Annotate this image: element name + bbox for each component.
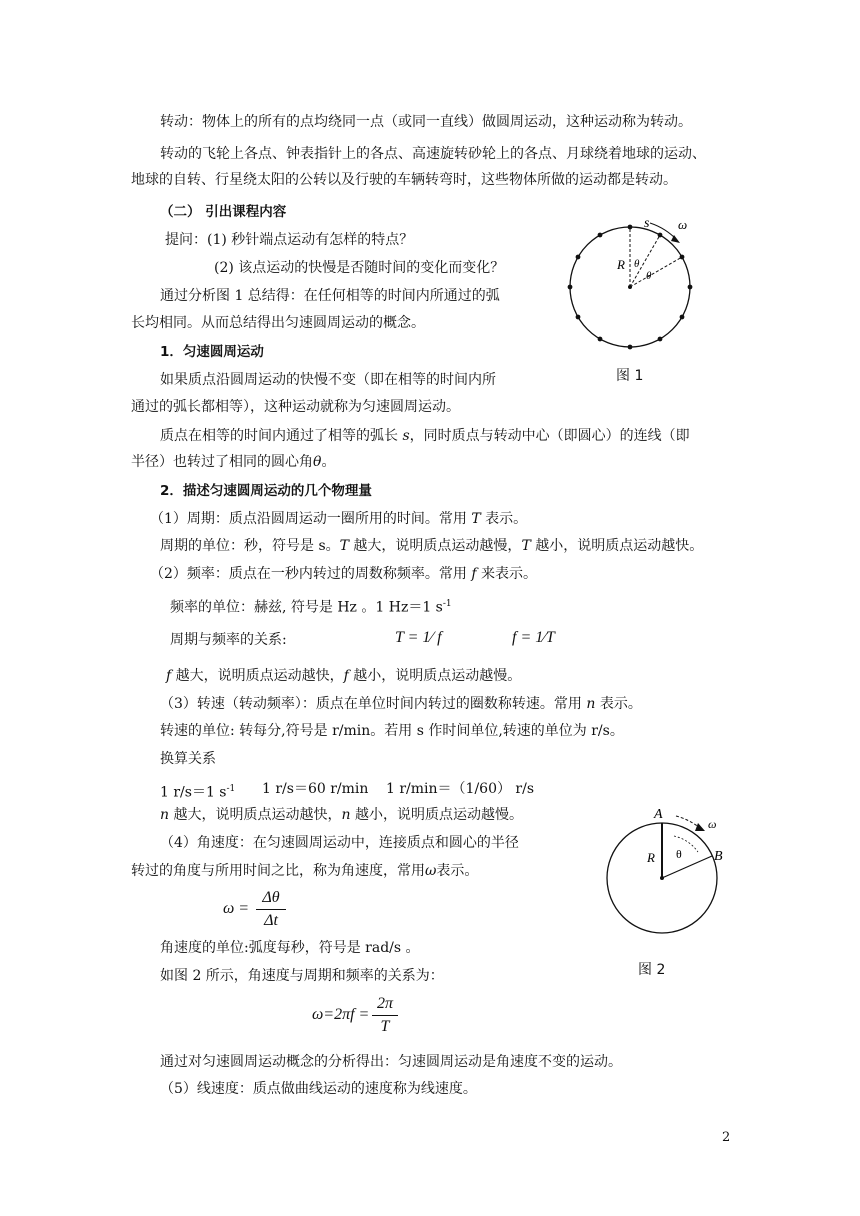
- figure-2-angular-velocity-diagram: [590, 804, 740, 944]
- dot: [628, 225, 633, 230]
- var-T: T: [471, 511, 481, 527]
- dot: [628, 345, 633, 350]
- omega-arrow-head: [695, 823, 705, 831]
- angular-velocity-unit: 角速度的单位:弧度每秒，符号是 rad/s 。: [160, 940, 420, 956]
- dot: [576, 255, 581, 260]
- angular-velocity-definition-2: [131, 861, 478, 881]
- text-segment: 表示。: [436, 863, 479, 879]
- label-R: R: [617, 257, 625, 272]
- label-theta: θ: [676, 847, 682, 861]
- var-theta: θ: [313, 454, 322, 470]
- superscript: -1: [226, 784, 236, 794]
- paragraph-summary-1: 通过分析图 1 总结得：在任何相等的时间内所通过的弧: [160, 288, 500, 304]
- numerator: Δθ: [262, 889, 280, 906]
- frequency-definition: [150, 564, 537, 584]
- label-R: R: [647, 850, 655, 865]
- equation-T-equals-1-over-f: T = 1⁄ f: [395, 629, 442, 646]
- label-omega: ω: [708, 817, 717, 831]
- conversion-1: [160, 779, 235, 803]
- text-segment: 越小，说明质点运动越快。: [530, 538, 704, 554]
- text-segment: 越大，说明质点运动越快，: [169, 807, 342, 823]
- conversion-2: 1 r/s＝60 r/min: [262, 781, 369, 797]
- dot: [576, 315, 581, 320]
- paragraph-arc-angle-1: [160, 426, 690, 446]
- label-B: B: [714, 849, 723, 864]
- var-f: f: [166, 668, 172, 684]
- paragraph-ucm-definition-2: 通过的弧长都相等），这种运动就称为匀速圆周运动。: [131, 399, 460, 415]
- text-segment: 半径）也转过了相同的圆心角: [131, 454, 313, 470]
- section-heading-2: （二） 引出课程内容: [160, 204, 287, 220]
- denominator: T: [372, 1015, 398, 1038]
- rotational-speed-definition: [160, 694, 642, 714]
- text-segment: 周期的单位：秒，符号是 s。: [160, 538, 340, 554]
- text-segment: 表示。: [480, 511, 528, 527]
- period-unit: [160, 536, 703, 556]
- dot: [658, 337, 663, 342]
- angular-velocity-relation-intro: 如图 2 所示，角速度与周期和频率的关系为：: [160, 968, 444, 984]
- denominator: Δt: [256, 909, 286, 932]
- superscript: -1: [442, 599, 452, 609]
- paragraph-summary-2: 长均相同。从而总结得出匀速圆周运动的概念。: [131, 315, 425, 331]
- paragraph-rotation-examples-2: 地球的自转、行星绕太阳的公转以及行驶的车辆转弯时，这些物体所做的运动都是转动。: [131, 172, 677, 188]
- text-segment: 越大，说明质点运动越慢，: [348, 538, 522, 554]
- dot: [688, 285, 693, 290]
- center-dot: [660, 876, 664, 880]
- page-number: 2: [722, 1130, 731, 1145]
- var-n: n: [341, 807, 351, 823]
- angular-velocity-definition-1: （4）角速度：在匀速圆周运动中，连接质点和圆心的半径: [160, 835, 519, 851]
- question-1: 提问：(1) 秒针端点运动有怎样的特点？: [165, 232, 414, 248]
- text-segment: 。: [321, 454, 336, 470]
- var-n: n: [160, 807, 170, 823]
- figure-2-caption: 图 2: [638, 962, 666, 978]
- var-omega: ω: [425, 863, 437, 879]
- label-theta-2: θ: [646, 270, 652, 282]
- var-f: f: [471, 566, 477, 582]
- figure-1-caption: 图 1: [616, 368, 644, 384]
- frequency-unit: [170, 594, 452, 618]
- conclusion-constant-angular-velocity: 通过对匀速圆周运动概念的分析得出：匀速圆周运动是角速度不变的运动。: [160, 1054, 622, 1070]
- rotational-speed-interpretation: [160, 805, 523, 825]
- dot: [658, 233, 663, 238]
- text-segment: 1 r/s＝1 s: [160, 784, 227, 801]
- rotational-speed-unit: 转速的单位: 转每分,符号是 r/min。若用 s 作时间单位,转速的单位为 r/s。: [160, 723, 624, 739]
- equation-omega-lhs: ω =: [223, 900, 250, 917]
- text-segment: （2）频率：质点在一秒内转过的周数称频率。常用: [150, 566, 472, 582]
- text-segment: 越小，说明质点运动越慢。: [350, 807, 523, 823]
- equation-f-equals-1-over-T: f = 1⁄T: [512, 629, 555, 646]
- var-n: n: [586, 696, 596, 712]
- heading-uniform-circular-motion: 1．匀速圆周运动: [160, 344, 264, 360]
- conversion-3: 1 r/min＝（1/60） r/s: [386, 781, 535, 797]
- text-segment: （1）周期：质点沿圆周运动一圈所用的时间。常用: [150, 511, 472, 527]
- frequency-interpretation: [166, 666, 521, 686]
- text-segment: 表示。: [595, 696, 642, 712]
- numerator: 2π: [376, 995, 393, 1012]
- radius-to-B: [662, 856, 712, 878]
- conversion-heading: 换算关系: [160, 751, 216, 767]
- fraction-2pi-over-T: [372, 993, 398, 1038]
- label-s: s: [644, 216, 650, 231]
- period-definition: [150, 509, 527, 529]
- label-omega: ω: [678, 217, 688, 232]
- text-segment: 质点在相等的时间内通过了相等的弧长: [160, 428, 403, 444]
- var-s: s: [402, 428, 410, 444]
- heading-physical-quantities: 2．描述匀速圆周运动的几个物理量: [160, 483, 372, 499]
- dot: [568, 285, 573, 290]
- label-A: A: [654, 807, 663, 822]
- label-theta-1: θ: [634, 258, 640, 270]
- paragraph-rotation-definition: 转动：物体上的所有的点均绕同一点（或同一直线）做圆周运动，这种运动称为转动。: [160, 114, 692, 130]
- paragraph-arc-angle-2: [131, 452, 335, 472]
- var-T: T: [339, 538, 349, 554]
- period-frequency-relation-label: 周期与频率的关系:: [170, 632, 287, 648]
- dot: [680, 315, 685, 320]
- text-segment: 越小，说明质点运动越慢。: [348, 668, 522, 684]
- text-segment: 来表示。: [476, 566, 537, 582]
- dot: [680, 255, 685, 260]
- equation-omega-2pif-lhs: ω=2πf =: [312, 1006, 370, 1023]
- question-2: (2) 该点运动的快慢是否随时间的变化而变化？: [214, 260, 505, 276]
- linear-velocity-definition: （5）线速度：质点做曲线运动的速度称为线速度。: [160, 1081, 477, 1097]
- var-f: f: [343, 668, 349, 684]
- paragraph-ucm-definition-1: 如果质点沿圆周运动的快慢不变（即在相等的时间内所: [160, 372, 496, 388]
- paragraph-rotation-examples-1: 转动的飞轮上各点、钟表指针上的各点、高速旋转砂轮上的各点、月球绕着地球的运动、: [160, 146, 706, 162]
- figure-1-clock-diagram: [560, 212, 710, 352]
- var-T: T: [521, 538, 531, 554]
- text-segment: 越大，说明质点运动越快，: [171, 668, 344, 684]
- text-segment: 转过的角度与所用时间之比，称为角速度，常用: [131, 863, 425, 879]
- text-segment: ，同时质点与转动中心（即圆心）的连线（即: [409, 428, 690, 444]
- text-segment: 频率的单位：赫兹, 符号是 Hz 。1 Hz＝1 s: [170, 599, 443, 616]
- text-segment: （3）转速（转动频率）：质点在单位时间内转过的圈数称转速。常用: [160, 696, 587, 712]
- fraction-delta-theta-over-delta-t: [256, 887, 286, 932]
- dot: [598, 337, 603, 342]
- dot: [598, 233, 603, 238]
